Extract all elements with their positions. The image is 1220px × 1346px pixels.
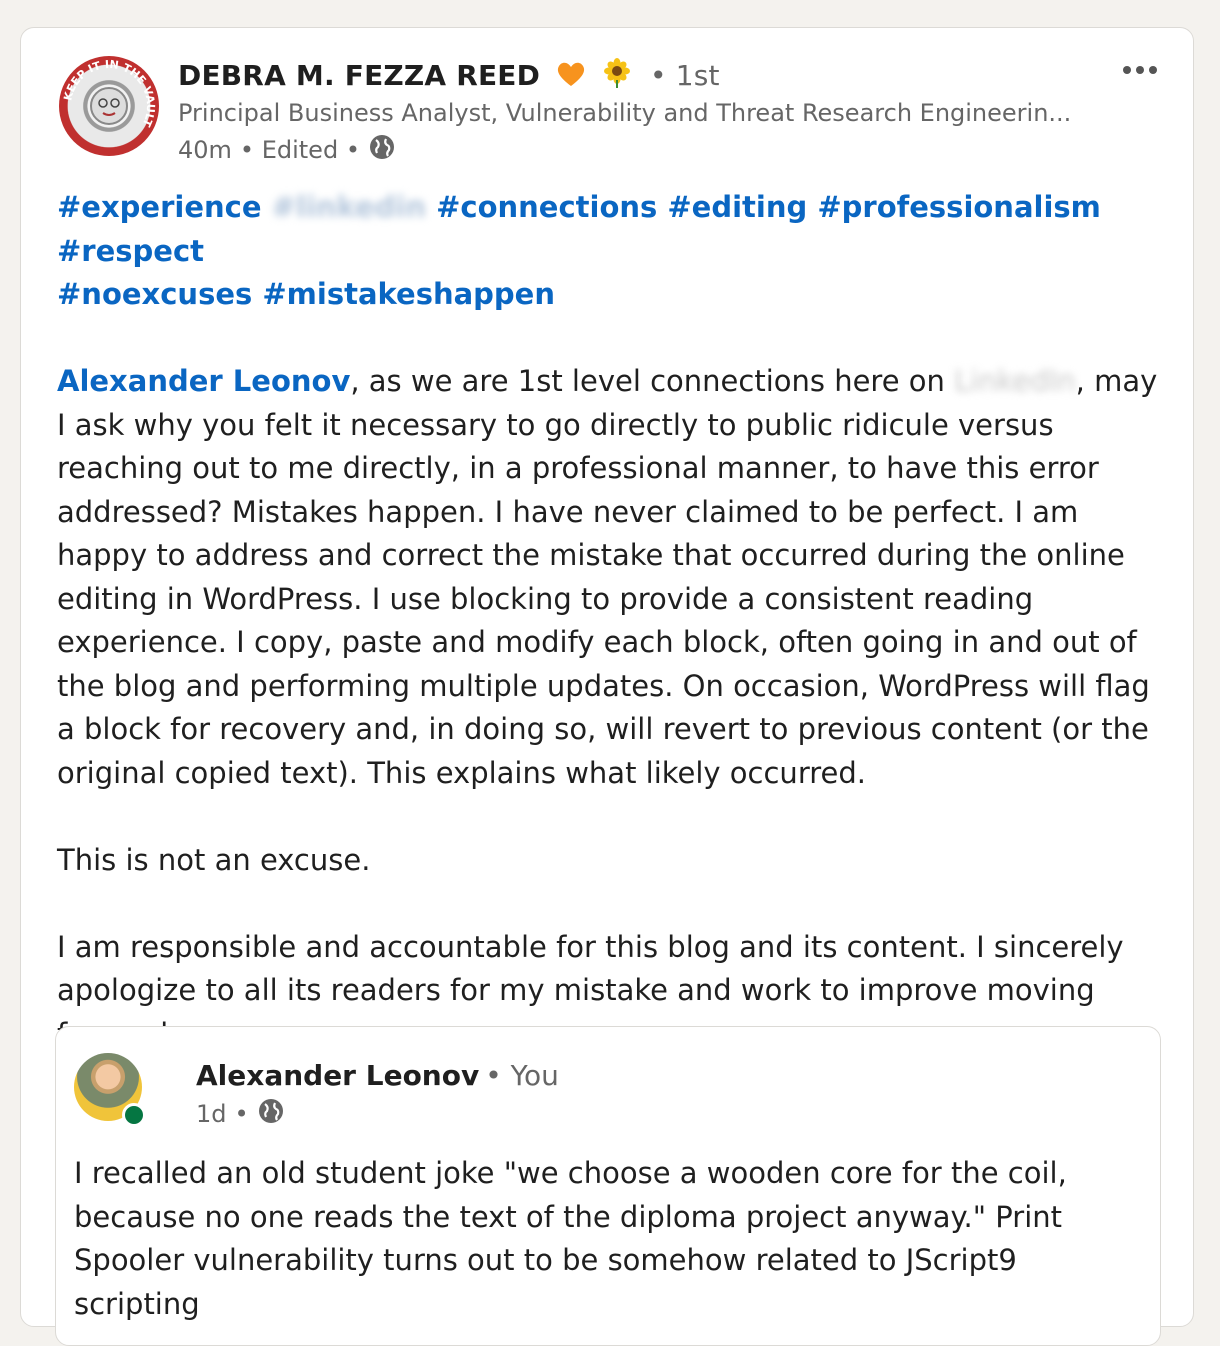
reshared-post-card[interactable] <box>55 1026 1161 1346</box>
hashtag-links-line2[interactable]: #noexcuses #mistakeshappen <box>57 277 555 311</box>
avatar-ring-text: KEEP IT IN THE VAULT <box>61 57 158 129</box>
meta-separator: • <box>234 1100 249 1128</box>
post-paragraph-1-b: , may I ask why you felt it necessary to go directly to public ridicule versus reaching out to me directly, in a professional manner, to have this error addressed? Mistakes happen. I have never claimed to be perfect. I am happy to address and correct the mistake that occurred during the online editing in WordPress. I use blocking to provide a consistent reading experience. I copy, paste and modify each block, often going in and out of the blog and performing multiple updates. On occasion, WordPress will flag a block for recovery and, in doing so, will revert to previous content (or the original copied text). This explains what likely occurred. <box>57 364 1158 790</box>
reshared-author-row[interactable] <box>196 1059 559 1092</box>
edited-label: • Edited • <box>239 136 360 164</box>
hashtags <box>57 186 1167 317</box>
post-body <box>57 186 1167 1056</box>
author-name-row[interactable] <box>178 58 720 95</box>
connection-degree: • 1st <box>649 59 720 92</box>
post-paragraph-1-a: , as we are 1st level connections here on <box>350 364 955 398</box>
globe-icon <box>257 1097 285 1131</box>
reshared-author-name[interactable]: Alexander Leonov <box>196 1059 480 1092</box>
orange-heart-icon <box>556 60 586 95</box>
hashtag-links[interactable]: #connections #editing #professionalism #respect <box>57 190 1101 268</box>
reshared-time: 1d <box>196 1100 227 1128</box>
blurred-word: LinkedIn <box>954 364 1076 398</box>
reshared-text: I recalled an old student joke "we choose a wooden core for the coil, because no one reads the text of the diploma project anyway." Print Spooler vulnerability turns out to be somehow related to JScript9 scripting <box>74 1156 1067 1321</box>
post-paragraph-1 <box>57 360 1167 795</box>
sunflower-icon <box>602 58 632 95</box>
hashtag-link[interactable]: #experience <box>57 190 262 224</box>
online-status-icon <box>122 1103 146 1127</box>
globe-icon <box>368 133 396 167</box>
you-label: • You <box>485 1059 559 1092</box>
post-meta <box>178 133 396 167</box>
author-name[interactable]: DEBRA M. FEZZA REED <box>178 59 541 92</box>
reshared-meta <box>196 1097 285 1131</box>
author-headline: Principal Business Analyst, Vulnerability and Threat Research Engineerin... <box>178 99 1072 127</box>
post-paragraph-3: I am responsible and accountable for this blog and its content. I sincerely apologize to all its readers for my mistake and work to improve moving <box>57 929 1124 1007</box>
hashtag-blurred[interactable]: #linkedin <box>271 190 426 224</box>
post-paragraph-2: This is not an excuse. <box>57 842 371 877</box>
post-card <box>20 27 1194 1327</box>
post-time: 40m <box>178 136 232 164</box>
author-avatar[interactable] <box>59 56 159 156</box>
more-options-icon[interactable] <box>1123 66 1157 74</box>
mention-link[interactable]: Alexander Leonov <box>57 364 351 398</box>
